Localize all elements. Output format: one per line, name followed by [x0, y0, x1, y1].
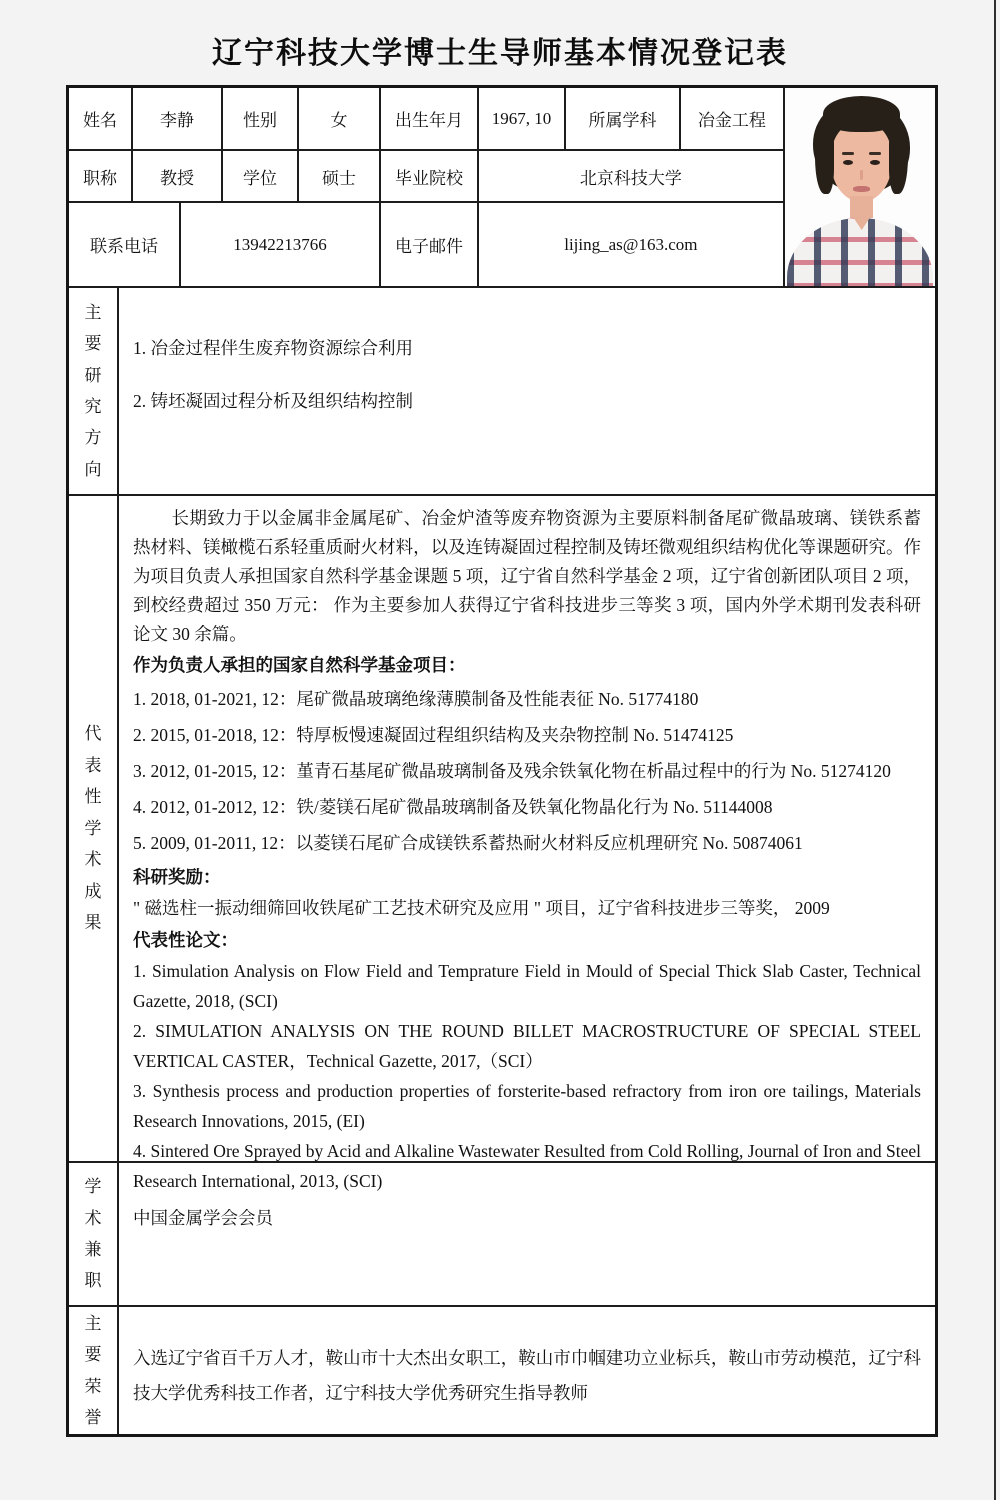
info-row-1	[69, 88, 783, 151]
brow-left-shape	[842, 152, 854, 155]
school-label: 毕业院校	[381, 151, 479, 201]
registration-form-table	[66, 85, 938, 1437]
hair-right-shape	[889, 120, 908, 194]
school-value: 北京科技大学	[579, 168, 682, 188]
discipline-label: 所属学科	[566, 88, 681, 149]
memberships-content: 中国金属学会会员	[133, 1208, 273, 1228]
basic-info-grid	[69, 88, 783, 286]
eye-right-shape	[870, 160, 880, 165]
research-item: 1. 冶金过程伴生废弃物资源综合利用	[133, 338, 413, 358]
birth-value: 1967, 10	[479, 88, 566, 149]
award-heading: 科研奖励：	[133, 867, 221, 887]
award-line: " 磁选柱一振动细筛回收铁尾矿工艺技术研究及应用 " 项目，辽宁省科技进步三等奖， 2009	[133, 898, 830, 918]
name-value: 李静	[133, 88, 223, 149]
neck-shape	[850, 196, 873, 218]
research-section-label-cell	[69, 288, 119, 494]
name-label: 姓名	[69, 88, 133, 149]
page-right-edge-line	[994, 0, 996, 1500]
section-memberships	[69, 1163, 935, 1307]
gender-value: 女	[299, 88, 381, 149]
papers-heading: 代表性论文：	[133, 930, 238, 950]
achievements-intro: 长期致力于以金属非金属尾矿、冶金炉渣等废弃物资源为主要原料制备尾矿微晶玻璃、镁铁系蓄热材料、镁橄榄石系轻重质耐火材料，以及连铸凝固过程控制及铸坯微观组织结构优化等课题研究。作为项目负责人承担国家自然科学基金课题 5 项，辽宁省自然科学基金 2 项，辽宁省创新团队项目 2 项，到校经费超过 350 万元： 作为主要参加人获得辽宁省科技进步三等奖 3 项，国内外学术期刊发表科研论文 30 余篇。	[133, 508, 921, 644]
fund-item: 1. 2018, 01-2021, 12：尾矿微晶玻璃绝缘薄膜制备及性能表征 No. 51774180	[133, 689, 699, 709]
page-title: 辽宁科技大学博士生导师基本情况登记表	[212, 37, 788, 70]
honors-section-label-cell	[69, 1307, 119, 1434]
research-section-label: 主要研究方向	[84, 302, 102, 479]
info-row-2	[69, 151, 783, 203]
fund-item: 2. 2015, 01-2018, 12：特厚板慢速凝固过程组织结构及夹杂物控制 No. 51474125	[133, 725, 734, 745]
phone-label: 联系电话	[69, 203, 181, 286]
hair-left-shape	[815, 120, 834, 194]
discipline-value: 冶金工程	[697, 111, 766, 130]
title-value: 教授	[133, 151, 223, 201]
nose-shape	[860, 170, 863, 180]
research-item: 2. 铸坯凝固过程分析及组织结构控制	[133, 390, 413, 411]
bangs-shape	[823, 96, 900, 132]
info-row-3	[69, 203, 783, 286]
section-honors	[69, 1307, 935, 1434]
research-content	[119, 288, 935, 494]
fund-heading: 作为负责人承担的国家自然科学基金项目：	[133, 655, 466, 675]
achievements-section-label-cell	[69, 496, 119, 1161]
paper-item: 1. Simulation Analysis on Flow Field and Temprature Field in Mould of Special Thick Slab Caster, Technical Gazette, 2018, (SCI)	[133, 961, 921, 1011]
email-label: 电子邮件	[381, 203, 479, 286]
plaid-shirt-shape	[787, 218, 933, 286]
honors-section-label: 主要荣誉	[84, 1313, 102, 1427]
portrait-photo	[783, 88, 935, 286]
achievements-content	[119, 496, 935, 1191]
memberships-section-label: 学术兼职	[84, 1177, 102, 1291]
achievements-section-label: 代表性学术成果	[84, 724, 102, 933]
honors-content: 入选辽宁省百千万人才，鞍山市十大杰出女职工，鞍山市巾帼建功立业标兵，鞍山市劳动模范，辽宁科技大学优秀科技工作者，辽宁科技大学优秀研究生指导教师	[133, 1348, 921, 1403]
degree-label: 学位	[223, 151, 299, 201]
birth-label: 出生年月	[381, 88, 479, 149]
fund-item: 4. 2012, 01-2012, 12：铁/菱镁石尾矿微晶玻璃制备及铁氧化物晶化行为 No. 51144008	[133, 797, 773, 817]
eye-left-shape	[843, 160, 853, 165]
section-research-directions	[69, 288, 935, 496]
degree-value: 硕士	[299, 151, 381, 201]
paper-item: 4. Sintered Ore Sprayed by Acid and Alkaline Wastewater Resulted from Cold Rolling, Journal of Iron and Steel Research International, 2013, (SCI)	[133, 1141, 921, 1191]
fund-item: 3. 2012, 01-2015, 12：堇青石基尾矿微晶玻璃制备及残余铁氧化物在析晶过程中的行为 No. 51274120	[133, 761, 891, 781]
gender-label: 性别	[223, 88, 299, 149]
paper-item: 3. Synthesis process and production properties of forsterite-based refractory from iron ore tailings, Materials Research Innovations, 2015, (EI)	[133, 1081, 921, 1131]
fund-item: 5. 2009, 01-2011, 12：以菱镁石尾矿合成镁铁系蓄热耐火材料反应机理研究 No. 50874061	[133, 833, 803, 853]
paper-item: 2. SIMULATION ANALYSIS ON THE ROUND BILLET MACROSTRUCTURE OF SPECIAL STEEL VERTICAL CASTER，Technical Gazette, 2017,（SCI）	[133, 1021, 921, 1071]
phone-value: 13942213766	[181, 203, 381, 286]
memberships-section-label-cell	[69, 1163, 119, 1305]
brow-right-shape	[869, 152, 881, 155]
section-achievements	[69, 496, 935, 1191]
title-label: 职称	[69, 151, 133, 201]
email-value: lijing_as@163.com	[564, 234, 698, 254]
mouth-shape	[853, 186, 870, 192]
basic-info-block	[69, 88, 935, 288]
